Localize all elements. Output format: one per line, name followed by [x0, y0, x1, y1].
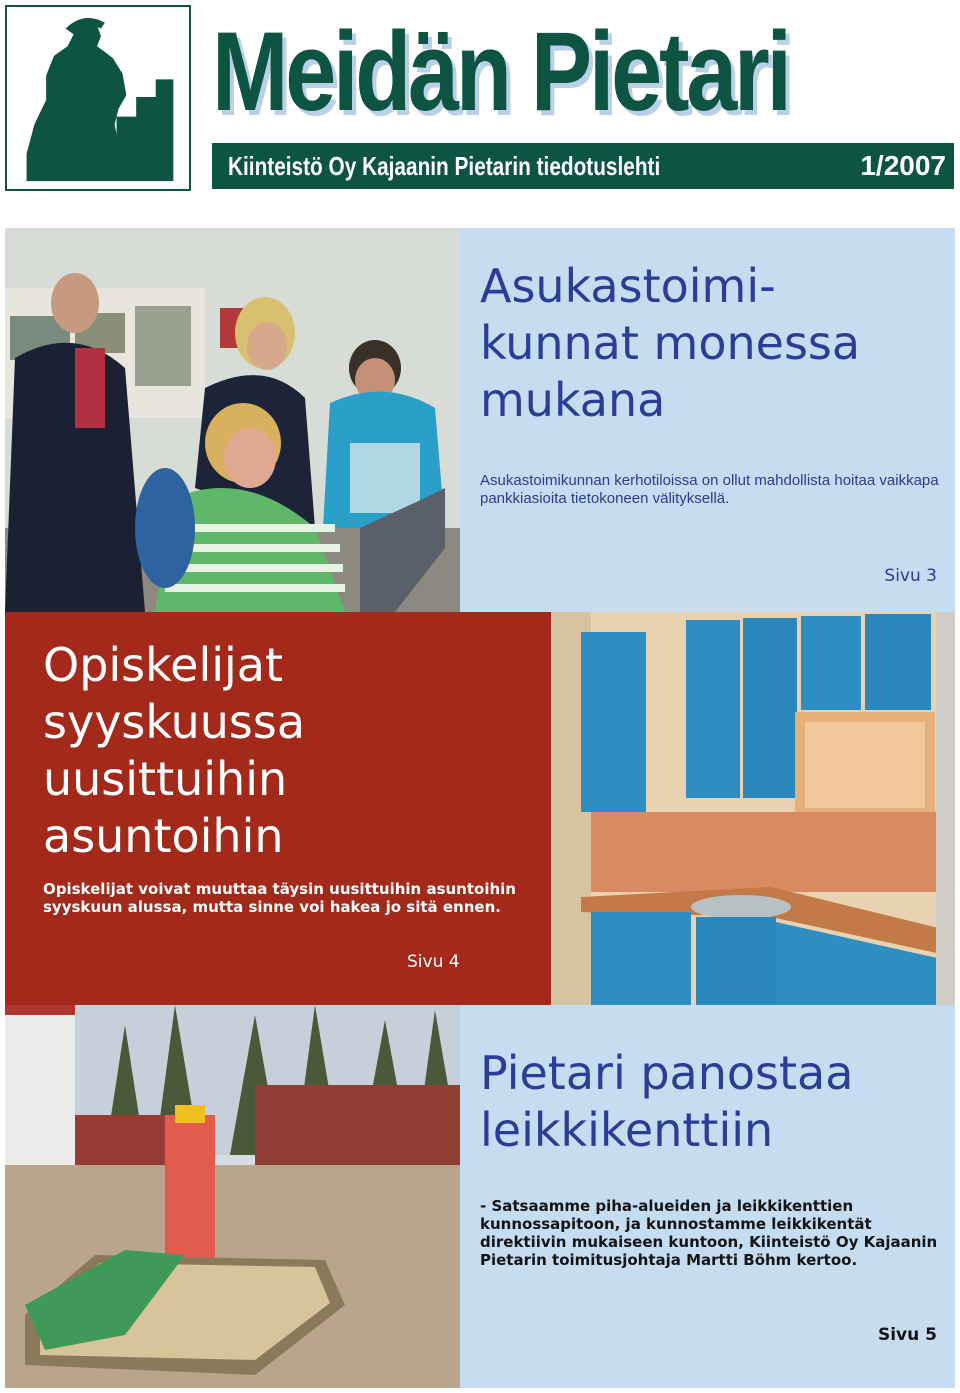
top-story-headline [480, 258, 950, 429]
logo [5, 5, 191, 191]
masthead-subtitle: Kiinteistö Oy Kajaanin Pietarin tiedotuslehti [228, 151, 661, 181]
headline-line: uusittuihin [43, 752, 288, 806]
masthead-title: Meidän Pietari [212, 9, 789, 134]
playground-story-headline [480, 1045, 950, 1159]
photo-renovated-kitchen [551, 612, 955, 1005]
top-story-panel [460, 228, 955, 612]
students-story-panel [5, 612, 551, 1005]
students-story-headline [43, 637, 543, 865]
headline-line: Asukastoimi- [480, 259, 776, 313]
headline-line: kunnat monessa [480, 316, 861, 370]
playground-story-page-ref[interactable]: Sivu 5 [877, 1325, 937, 1345]
photo-playground [5, 1005, 460, 1388]
top-story-page-ref[interactable]: Sivu 3 [884, 566, 937, 586]
students-story-lede: Opiskelijat voivat muuttaa täysin uusittuihin asuntoihin syyskuun alussa, mutta sinne voi hakea jo sitä ennen. [43, 880, 516, 916]
students-story-page-ref[interactable]: Sivu 4 [407, 952, 460, 972]
issue-number: 1/2007 [860, 150, 946, 181]
photo-residents-at-computer [5, 228, 460, 612]
top-story-lede: Asukastoimikunnan kerhotiloissa on ollut mahdollista hoitaa vaikkapa pankkiasioita tietokoneen välityksellä. [480, 472, 939, 507]
playground-story-panel [460, 1005, 955, 1388]
soldier-silhouette-logo [7, 7, 189, 189]
headline-line: mukana [480, 373, 666, 427]
headline-line: Opiskelijat [43, 638, 284, 692]
headline-line: syyskuussa [43, 695, 306, 749]
headline-line: asuntoihin [43, 809, 284, 863]
headline-line: Pietari panostaa [480, 1046, 854, 1100]
headline-line: leikkikenttiin [480, 1103, 774, 1157]
playground-story-lede: - Satsaamme piha-alueiden ja leikkikenttien kunnossapitoon, ja kunnostamme leikkikentät direktiivin mukaiseen kuntoon, Kiinteistö Oy Kajaanin Pietarin toimitusjohtaja Martti Böhm kertoo. [480, 1197, 938, 1269]
